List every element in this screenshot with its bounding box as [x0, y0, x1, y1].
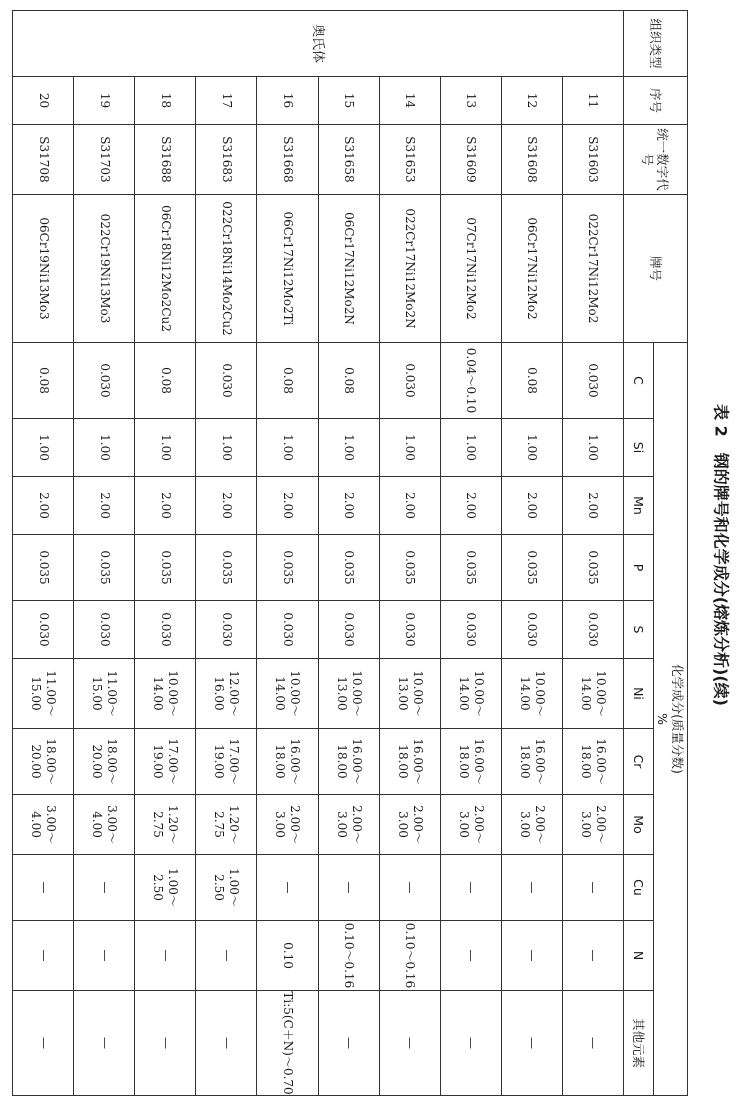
cell-code: S31703 — [74, 125, 135, 195]
cell-C: 0.08 — [135, 343, 196, 419]
cell-Si: 1.00 — [501, 419, 562, 477]
cell-S: 0.030 — [13, 601, 74, 659]
cell-Ni: 10.00～14.00 — [135, 659, 196, 729]
cell-seq: 15 — [318, 77, 379, 125]
cell-grade: 022Cr17Ni12Mo2 — [562, 195, 623, 343]
cell-Mn: 2.00 — [562, 477, 623, 535]
cell-Mo: 2.00～3.00 — [257, 795, 318, 855]
cell-Cu: — — [440, 855, 501, 921]
cell-Mo: 3.00～4.00 — [13, 795, 74, 855]
table-row — [196, 11, 257, 1096]
steel-composition-table — [12, 10, 688, 1096]
cell-Mo: 1.20～2.75 — [135, 795, 196, 855]
cell-Ni: 11.00～15.00 — [74, 659, 135, 729]
header-element-3: P — [624, 535, 654, 601]
cell-C: 0.08 — [318, 343, 379, 419]
cell-P: 0.035 — [318, 535, 379, 601]
cell-Ni: 12.00～16.00 — [196, 659, 257, 729]
cell-Si: 1.00 — [135, 419, 196, 477]
cell-seq: 14 — [379, 77, 440, 125]
cell-grade: 022Cr19Ni13Mo3 — [74, 195, 135, 343]
cell-Si: 1.00 — [196, 419, 257, 477]
cell-code: S31608 — [501, 125, 562, 195]
cell-P: 0.035 — [440, 535, 501, 601]
cell-Ni: 10.00～14.00 — [562, 659, 623, 729]
cell-other: — — [501, 991, 562, 1096]
cell-Cr: 16.00～18.00 — [440, 729, 501, 795]
cell-grade: 06Cr18Ni12Mo2Cu2 — [135, 195, 196, 343]
cell-grade: 022Cr18Ni14Mo2Cu2 — [196, 195, 257, 343]
cell-code: S31668 — [257, 125, 318, 195]
cell-Mn: 2.00 — [135, 477, 196, 535]
cell-code: S31683 — [196, 125, 257, 195]
cell-N: — — [74, 921, 135, 991]
cell-Si: 1.00 — [562, 419, 623, 477]
header-element-1: Si — [624, 419, 654, 477]
table-row — [440, 11, 501, 1096]
cell-P: 0.035 — [257, 535, 318, 601]
cell-S: 0.030 — [318, 601, 379, 659]
cell-grade: 022Cr17Ni12Mo2N — [379, 195, 440, 343]
cell-Mn: 2.00 — [379, 477, 440, 535]
cell-S: 0.030 — [196, 601, 257, 659]
cell-N: 0.10～0.16 — [318, 921, 379, 991]
cell-C: 0.08 — [257, 343, 318, 419]
cell-Mn: 2.00 — [196, 477, 257, 535]
cell-C: 0.030 — [379, 343, 440, 419]
cell-seq: 17 — [196, 77, 257, 125]
header-element-7: Mo — [624, 795, 654, 855]
rotated-table-wrapper — [12, 10, 688, 1095]
cell-N: — — [440, 921, 501, 991]
cell-Mo: 3.00～4.00 — [74, 795, 135, 855]
cell-other: — — [196, 991, 257, 1096]
cell-P: 0.035 — [74, 535, 135, 601]
page-title: 表 2 钢的牌号和化学成分(熔炼分析)(续) — [711, 404, 731, 706]
cell-Cu: — — [257, 855, 318, 921]
cell-code: S31688 — [135, 125, 196, 195]
cell-Ni: 10.00～14.00 — [501, 659, 562, 729]
cell-Si: 1.00 — [440, 419, 501, 477]
header-element-10: 其他元素 — [624, 991, 654, 1096]
cell-Si: 1.00 — [257, 419, 318, 477]
cell-Si: 1.00 — [318, 419, 379, 477]
header-element-2: Mn — [624, 477, 654, 535]
cell-Cr: 16.00～18.00 — [318, 729, 379, 795]
cell-Mn: 2.00 — [440, 477, 501, 535]
cell-S: 0.030 — [501, 601, 562, 659]
cell-Mn: 2.00 — [257, 477, 318, 535]
cell-seq: 18 — [135, 77, 196, 125]
cell-P: 0.035 — [501, 535, 562, 601]
cell-S: 0.030 — [440, 601, 501, 659]
table-row — [379, 11, 440, 1096]
cell-seq: 11 — [562, 77, 623, 125]
cell-N: — — [562, 921, 623, 991]
cell-N: — — [135, 921, 196, 991]
cell-Mo: 2.00～3.00 — [318, 795, 379, 855]
cell-code: S31609 — [440, 125, 501, 195]
header-element-5: Ni — [624, 659, 654, 729]
cell-P: 0.035 — [379, 535, 440, 601]
header-seq: 序号 — [624, 77, 688, 125]
table-row — [13, 11, 74, 1096]
cell-Si: 1.00 — [74, 419, 135, 477]
cell-Mo: 2.00～3.00 — [379, 795, 440, 855]
cell-Cu: — — [13, 855, 74, 921]
header-grade: 牌号 — [624, 195, 688, 343]
cell-S: 0.030 — [562, 601, 623, 659]
cell-code: S31708 — [13, 125, 74, 195]
cell-N: — — [13, 921, 74, 991]
cell-P: 0.035 — [196, 535, 257, 601]
cell-grade: 06Cr17Ni12Mo2N — [318, 195, 379, 343]
cell-other: — — [135, 991, 196, 1096]
cell-P: 0.035 — [562, 535, 623, 601]
cell-C: 0.030 — [74, 343, 135, 419]
cell-P: 0.035 — [135, 535, 196, 601]
cell-code: S31658 — [318, 125, 379, 195]
header-element-0: C — [624, 343, 654, 419]
header-element-8: Cu — [624, 855, 654, 921]
cell-Cu: — — [74, 855, 135, 921]
cell-Mo: 1.20～2.75 — [196, 795, 257, 855]
cell-Mo: 2.00～3.00 — [562, 795, 623, 855]
cell-Cr: 17.00～19.00 — [196, 729, 257, 795]
table-row — [501, 11, 562, 1096]
cell-seq: 13 — [440, 77, 501, 125]
cell-Mn: 2.00 — [13, 477, 74, 535]
cell-seq: 19 — [74, 77, 135, 125]
cell-C: 0.030 — [196, 343, 257, 419]
header-composition-label: 化学成分(质量分数) — [670, 664, 686, 774]
cell-grade: 06Cr19Ni13Mo3 — [13, 195, 74, 343]
cell-Ni: 11.00～15.00 — [13, 659, 74, 729]
cell-N: — — [501, 921, 562, 991]
cell-C: 0.04～0.10 — [440, 343, 501, 419]
cell-grade: 07Cr17Ni12Mo2 — [440, 195, 501, 343]
cell-S: 0.030 — [379, 601, 440, 659]
cell-S: 0.030 — [135, 601, 196, 659]
cell-Ni: 10.00～13.00 — [318, 659, 379, 729]
cell-code: S31653 — [379, 125, 440, 195]
cell-Cu: — — [562, 855, 623, 921]
header-code: 统一数字代号 — [624, 125, 688, 195]
header-element-4: S — [624, 601, 654, 659]
cell-Mn: 2.00 — [501, 477, 562, 535]
cell-Cr: 18.00～20.00 — [74, 729, 135, 795]
header-element-6: Cr — [624, 729, 654, 795]
cell-C: 0.08 — [501, 343, 562, 419]
cell-other: — — [74, 991, 135, 1096]
table-body — [13, 11, 624, 1096]
cell-grade: 06Cr17Ni12Mo2Ti — [257, 195, 318, 343]
cell-Cu: — — [501, 855, 562, 921]
cell-seq: 12 — [501, 77, 562, 125]
table-row — [318, 11, 379, 1096]
cell-S: 0.030 — [74, 601, 135, 659]
cell-N: 0.10 — [257, 921, 318, 991]
cell-Cu: — — [379, 855, 440, 921]
cell-other: — — [318, 991, 379, 1096]
cell-seq: 16 — [257, 77, 318, 125]
cell-Cu: — — [318, 855, 379, 921]
cell-Cr: 16.00～18.00 — [257, 729, 318, 795]
table-row — [74, 11, 135, 1096]
cell-Mo: 2.00～3.00 — [440, 795, 501, 855]
table-row — [562, 11, 623, 1096]
cell-other: — — [379, 991, 440, 1096]
cell-Cu: 1.00～2.50 — [135, 855, 196, 921]
cell-Si: 1.00 — [13, 419, 74, 477]
table-row — [135, 11, 196, 1096]
cell-other: Ti:5(C＋N)～0.70 — [257, 991, 318, 1096]
cell-Mn: 2.00 — [318, 477, 379, 535]
header-element-9: N — [624, 921, 654, 991]
cell-C: 0.030 — [562, 343, 623, 419]
cell-N: — — [196, 921, 257, 991]
cell-code: S31603 — [562, 125, 623, 195]
cell-C: 0.08 — [13, 343, 74, 419]
cell-other: — — [562, 991, 623, 1096]
cell-Si: 1.00 — [379, 419, 440, 477]
cell-Ni: 10.00～14.00 — [440, 659, 501, 729]
cell-Cr: 16.00～18.00 — [562, 729, 623, 795]
cell-Cr: 18.00～20.00 — [13, 729, 74, 795]
category-cell: 奥氏体 — [13, 11, 624, 77]
cell-Cu: 1.00～2.50 — [196, 855, 257, 921]
cell-S: 0.030 — [257, 601, 318, 659]
header-composition-unit: % — [655, 713, 671, 725]
cell-Mn: 2.00 — [74, 477, 135, 535]
cell-other: — — [13, 991, 74, 1096]
cell-grade: 06Cr17Ni12Mo2 — [501, 195, 562, 343]
cell-seq: 20 — [13, 77, 74, 125]
header-category: 组织类型 — [624, 11, 688, 77]
cell-Cr: 17.00～19.00 — [135, 729, 196, 795]
cell-Mo: 2.00～3.00 — [501, 795, 562, 855]
cell-Ni: 10.00～14.00 — [257, 659, 318, 729]
cell-other: — — [440, 991, 501, 1096]
header-composition — [654, 343, 688, 1096]
cell-Ni: 10.00～13.00 — [379, 659, 440, 729]
table-row — [257, 11, 318, 1096]
cell-Cr: 16.00～18.00 — [379, 729, 440, 795]
cell-Cr: 16.00～18.00 — [501, 729, 562, 795]
cell-N: 0.10～0.16 — [379, 921, 440, 991]
cell-P: 0.035 — [13, 535, 74, 601]
